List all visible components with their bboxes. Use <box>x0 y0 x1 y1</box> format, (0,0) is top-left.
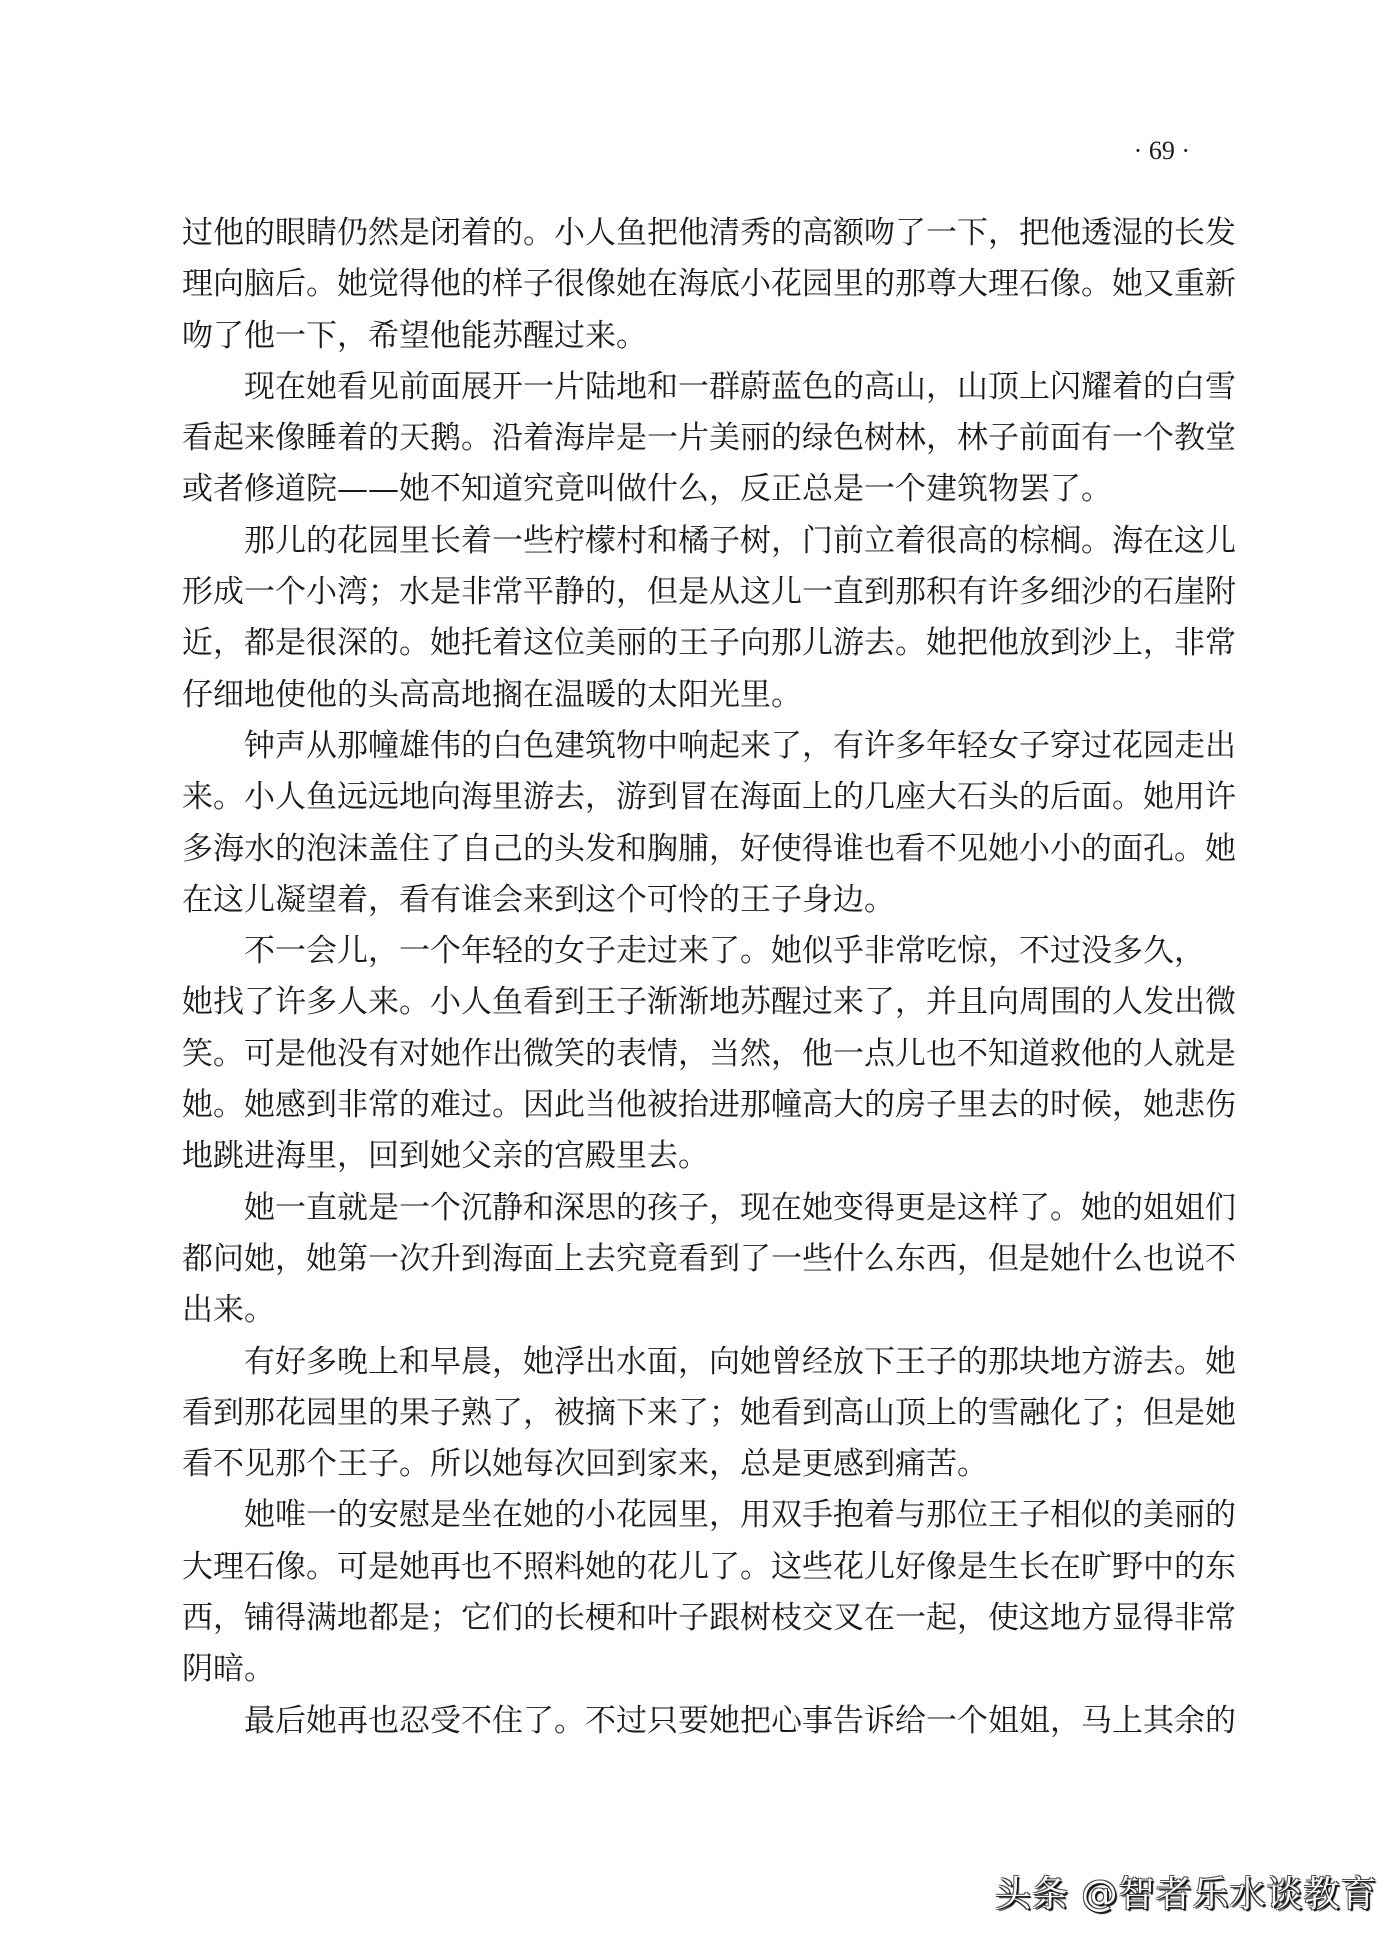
paragraph <box>182 1337 1236 1491</box>
text-line: 不一会儿，一个年轻的女子走过来了。她似乎非常吃惊，不过没多久， <box>244 933 1205 970</box>
text-line: 那儿的花园里长着一些柠檬村和橘子树，门前立着很高的棕榈。海在这儿 <box>244 522 1236 559</box>
text-line: 她找了许多人来。小人鱼看到王子渐渐地苏醒过来了，并且向周围的人发出微 <box>182 984 1236 1021</box>
text-line: 地跳进海里，回到她父亲的宫殿里去。 <box>182 1138 709 1175</box>
text-line: 形成一个小湾；水是非常平静的，但是从这儿一直到那积有许多细沙的石崖附 <box>182 574 1236 611</box>
text-line: 多海水的泡沫盖住了自己的头发和胸脯，好使得谁也看不见她小小的面孔。她 <box>182 830 1236 867</box>
paragraph <box>182 1490 1236 1695</box>
text-line: 她唯一的安慰是坐在她的小花园里，用双手抱着与那位王子相似的美丽的 <box>244 1497 1236 1534</box>
paragraph <box>182 516 1236 721</box>
watermark: 头条 @智者乐水谈教育 <box>995 1874 1378 1915</box>
paragraph <box>182 721 1236 926</box>
text-line: 来。小人鱼远远地向海里游去，游到冒在海面上的几座大石头的后面。她用许 <box>182 779 1236 816</box>
text-line: 理向脑后。她觉得他的样子很像她在海底小花园里的那尊大理石像。她又重新 <box>182 266 1236 303</box>
text-line: 仔细地使他的头高高地搁在温暖的太阳光里。 <box>182 676 802 713</box>
paragraph <box>182 362 1236 516</box>
text-line: 近，都是很深的。她托着这位美丽的王子向那儿游去。她把他放到沙上，非常 <box>182 625 1236 662</box>
text-line: 大理石像。可是她再也不照料她的花儿了。这些花儿好像是生长在旷野中的东 <box>182 1548 1236 1585</box>
text-line: 看不见那个王子。所以她每次回到家来，总是更感到痛苦。 <box>182 1446 988 1483</box>
text-line: 有好多晚上和早晨，她浮出水面，向她曾经放下王子的那块地方游去。她 <box>244 1343 1236 1380</box>
paragraph <box>182 926 1236 1182</box>
text-line: 都问她，她第一次升到海面上去究竟看到了一些什么东西，但是她什么也说不 <box>182 1240 1236 1277</box>
text-line: 看到那花园里的果子熟了，被摘下来了；她看到高山顶上的雪融化了；但是她 <box>182 1394 1236 1431</box>
paragraph <box>182 208 1236 362</box>
body-text <box>182 208 1236 1747</box>
text-line: 在这儿凝望着，看有谁会来到这个可怜的王子身边。 <box>182 881 895 918</box>
text-line: 看起来像睡着的天鹅。沿着海岸是一片美丽的绿色树林，林子前面有一个教堂 <box>182 420 1236 457</box>
paragraph <box>182 1696 1236 1747</box>
text-line: 西，铺得满地都是；它们的长梗和叶子跟树枝交叉在一起，使这地方显得非常 <box>182 1600 1236 1637</box>
text-line: 过他的眼睛仍然是闭着的。小人鱼把他清秀的高额吻了一下，把他透湿的长发 <box>182 215 1236 251</box>
text-line: 她一直就是一个沉静和深思的孩子，现在她变得更是这样了。她的姐姐们 <box>244 1189 1236 1226</box>
text-line: 笑。可是他没有对她作出微笑的表情，当然，他一点儿也不知道救他的人就是 <box>182 1035 1236 1072</box>
text-line: 出来。 <box>182 1292 275 1329</box>
text-line: 吻了他一下，希望他能苏醒过来。 <box>182 317 647 354</box>
text-line: 现在她看见前面展开一片陆地和一群蔚蓝色的高山，山顶上闪耀着的白雪 <box>244 368 1236 405</box>
text-line: 她。她感到非常的难过。因此当他被抬进那幢高大的房子里去的时候，她悲伤 <box>182 1087 1236 1124</box>
text-line: 钟声从那幢雄伟的白色建筑物中响起来了，有许多年轻女子穿过花园走出 <box>244 727 1236 764</box>
paragraph <box>182 1183 1236 1337</box>
text-line: 或者修道院——她不知道究竟叫做什么，反正总是一个建筑物罢了。 <box>182 471 1112 508</box>
page-number: · 69 · <box>1133 136 1190 165</box>
text-line: 最后她再也忍受不住了。不过只要她把心事告诉给一个姐姐，马上其余的 <box>244 1702 1236 1739</box>
text-line: 阴暗。 <box>182 1651 275 1688</box>
